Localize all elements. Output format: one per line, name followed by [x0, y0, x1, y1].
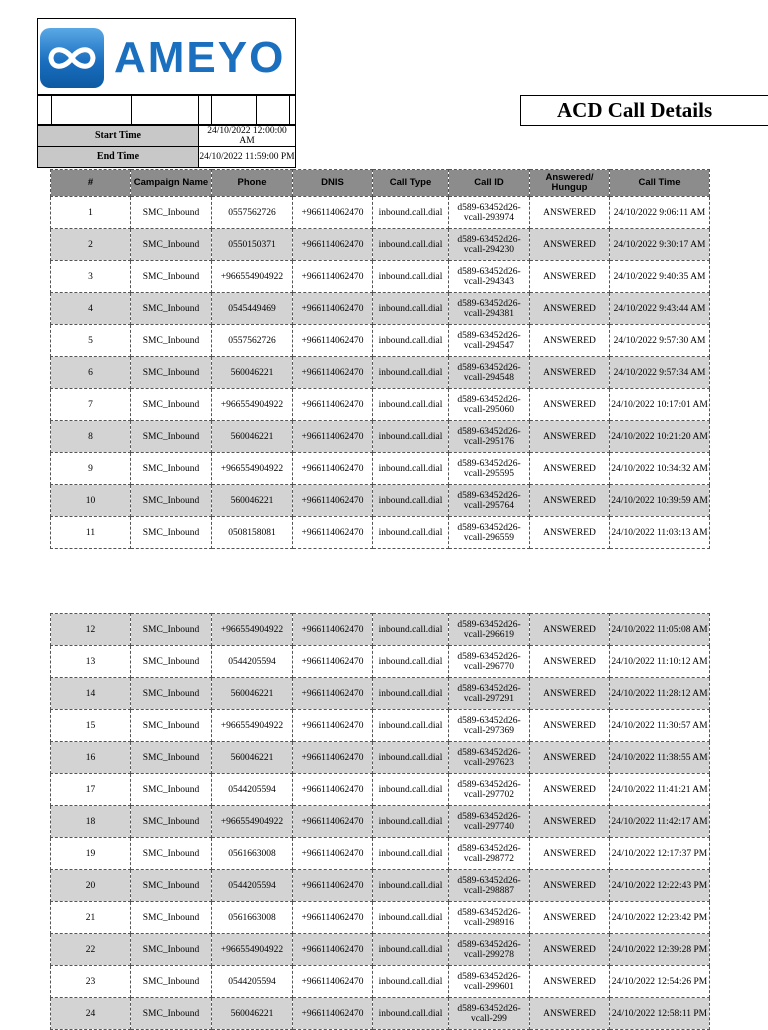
column-header: DNIS: [293, 170, 373, 197]
table-cell: d589-63452d26-vcall-298916: [449, 902, 530, 934]
table-cell: d589-63452d26-vcall-295176: [449, 421, 530, 453]
table-cell: SMC_Inbound: [131, 325, 212, 357]
table-cell: 24/10/2022 12:17:37 PM: [610, 838, 710, 870]
table-cell: inbound.call.dial: [373, 710, 449, 742]
table-cell: ANSWERED: [530, 678, 610, 710]
table-cell: d589-63452d26-vcall-296770: [449, 646, 530, 678]
table-cell: SMC_Inbound: [131, 870, 212, 902]
table-cell: +966114062470: [293, 710, 373, 742]
table-cell: ANSWERED: [530, 485, 610, 517]
table-cell: d589-63452d26-vcall-299278: [449, 934, 530, 966]
table-row: [51, 678, 710, 710]
table-cell: +966554904922: [212, 614, 293, 646]
table-cell: +966114062470: [293, 453, 373, 485]
table-cell: 24/10/2022 11:28:12 AM: [610, 678, 710, 710]
table-cell: 24/10/2022 11:05:08 AM: [610, 614, 710, 646]
table-cell: 560046221: [212, 998, 293, 1030]
table-cell: 24/10/2022 10:39:59 AM: [610, 485, 710, 517]
table-cell: +966114062470: [293, 325, 373, 357]
table-cell: ANSWERED: [530, 325, 610, 357]
table-row: [51, 838, 710, 870]
time-range-table: [37, 125, 296, 168]
table-cell: +966114062470: [293, 966, 373, 998]
column-header: #: [51, 170, 131, 197]
table-cell: +966114062470: [293, 485, 373, 517]
table-cell: d589-63452d26-vcall-294381: [449, 293, 530, 325]
table-cell: d589-63452d26-vcall-294547: [449, 325, 530, 357]
table-cell: 0545449469: [212, 293, 293, 325]
table-cell: 560046221: [212, 357, 293, 389]
table-cell: +966114062470: [293, 197, 373, 229]
table-cell: ANSWERED: [530, 229, 610, 261]
table-row: [51, 517, 710, 549]
table-cell: 0557562726: [212, 197, 293, 229]
table-cell: inbound.call.dial: [373, 485, 449, 517]
table-cell: 23: [51, 966, 131, 998]
table-row: [51, 421, 710, 453]
table-cell: inbound.call.dial: [373, 389, 449, 421]
table-cell: ANSWERED: [530, 966, 610, 998]
table-cell: d589-63452d26-vcall-296619: [449, 614, 530, 646]
table-cell: ANSWERED: [530, 293, 610, 325]
table-cell: 20: [51, 870, 131, 902]
table-cell: inbound.call.dial: [373, 806, 449, 838]
table-cell: +966114062470: [293, 357, 373, 389]
table-cell: 2: [51, 229, 131, 261]
table-cell: +966114062470: [293, 774, 373, 806]
table-cell: 24/10/2022 11:38:55 AM: [610, 742, 710, 774]
table-cell: +966554904922: [212, 453, 293, 485]
table-cell: 0508158081: [212, 517, 293, 549]
table-cell: 22: [51, 934, 131, 966]
table-cell: SMC_Inbound: [131, 838, 212, 870]
table-cell: 11: [51, 517, 131, 549]
table-cell: 24/10/2022 10:34:32 AM: [610, 453, 710, 485]
table-cell: +966114062470: [293, 517, 373, 549]
table-cell: +966114062470: [293, 646, 373, 678]
table-row: [51, 870, 710, 902]
table-cell: 24/10/2022 12:23:42 PM: [610, 902, 710, 934]
report-title: ACD Call Details: [520, 95, 768, 126]
table-cell: ANSWERED: [530, 453, 610, 485]
table-row: [51, 614, 710, 646]
table-cell: ANSWERED: [530, 774, 610, 806]
table-cell: 24/10/2022 11:10:12 AM: [610, 646, 710, 678]
table-cell: 560046221: [212, 742, 293, 774]
table-cell: ANSWERED: [530, 710, 610, 742]
table-cell: 7: [51, 389, 131, 421]
table-cell: +966554904922: [212, 710, 293, 742]
table-cell: d589-63452d26-vcall-294343: [449, 261, 530, 293]
table-row: [51, 774, 710, 806]
table-cell: inbound.call.dial: [373, 325, 449, 357]
table-cell: 1: [51, 197, 131, 229]
table-cell: ANSWERED: [530, 197, 610, 229]
table-cell: 5: [51, 325, 131, 357]
table-cell: d589-63452d26-vcall-299: [449, 998, 530, 1030]
table-cell: 560046221: [212, 421, 293, 453]
end-time-label: End Time: [38, 147, 199, 168]
table-cell: SMC_Inbound: [131, 998, 212, 1030]
table-cell: SMC_Inbound: [131, 902, 212, 934]
table-cell: 0544205594: [212, 646, 293, 678]
table-cell: d589-63452d26-vcall-295060: [449, 389, 530, 421]
table-cell: 18: [51, 806, 131, 838]
table-cell: inbound.call.dial: [373, 453, 449, 485]
table-cell: 8: [51, 421, 131, 453]
table-cell: inbound.call.dial: [373, 293, 449, 325]
table-cell: 14: [51, 678, 131, 710]
table-cell: d589-63452d26-vcall-299601: [449, 966, 530, 998]
table-cell: inbound.call.dial: [373, 261, 449, 293]
table-cell: ANSWERED: [530, 421, 610, 453]
table-cell: 0561663008: [212, 838, 293, 870]
table-cell: d589-63452d26-vcall-298772: [449, 838, 530, 870]
table-cell: 24/10/2022 11:42:17 AM: [610, 806, 710, 838]
table-row: [51, 485, 710, 517]
table-cell: 15: [51, 710, 131, 742]
table-cell: inbound.call.dial: [373, 998, 449, 1030]
table-row: [51, 261, 710, 293]
table-cell: d589-63452d26-vcall-294548: [449, 357, 530, 389]
table-cell: +966114062470: [293, 261, 373, 293]
table-cell: 24/10/2022 11:03:13 AM: [610, 517, 710, 549]
table-cell: inbound.call.dial: [373, 646, 449, 678]
table-body: [51, 197, 710, 549]
table-cell: 6: [51, 357, 131, 389]
table-cell: +966554904922: [212, 261, 293, 293]
table-cell: ANSWERED: [530, 357, 610, 389]
table-cell: inbound.call.dial: [373, 774, 449, 806]
table-cell: inbound.call.dial: [373, 517, 449, 549]
table-cell: d589-63452d26-vcall-295595: [449, 453, 530, 485]
table-cell: d589-63452d26-vcall-295764: [449, 485, 530, 517]
table-cell: ANSWERED: [530, 261, 610, 293]
table-cell: ANSWERED: [530, 389, 610, 421]
column-header: Call Type: [373, 170, 449, 197]
table-cell: 10: [51, 485, 131, 517]
table-cell: 0557562726: [212, 325, 293, 357]
call-details-table-continued: [50, 613, 710, 1030]
column-header: Phone: [212, 170, 293, 197]
table-cell: +966114062470: [293, 998, 373, 1030]
table-cell: ANSWERED: [530, 806, 610, 838]
table-cell: 24/10/2022 12:39:28 PM: [610, 934, 710, 966]
table-cell: SMC_Inbound: [131, 485, 212, 517]
table-cell: 24/10/2022 11:30:57 AM: [610, 710, 710, 742]
table-cell: d589-63452d26-vcall-297740: [449, 806, 530, 838]
table-cell: inbound.call.dial: [373, 742, 449, 774]
table-cell: 0544205594: [212, 774, 293, 806]
table-cell: SMC_Inbound: [131, 710, 212, 742]
table-cell: inbound.call.dial: [373, 934, 449, 966]
end-time-value: 24/10/2022 11:59:00 PM: [199, 147, 296, 168]
table-cell: 24/10/2022 9:06:11 AM: [610, 197, 710, 229]
table-row: [51, 357, 710, 389]
table-cell: d589-63452d26-vcall-297702: [449, 774, 530, 806]
table-cell: 24/10/2022 12:54:26 PM: [610, 966, 710, 998]
table-row: [51, 293, 710, 325]
table-cell: 24/10/2022 12:22:43 PM: [610, 870, 710, 902]
table-cell: SMC_Inbound: [131, 614, 212, 646]
table-cell: 24/10/2022 12:58:11 PM: [610, 998, 710, 1030]
table-cell: 19: [51, 838, 131, 870]
table-cell: +966114062470: [293, 838, 373, 870]
start-time-label: Start Time: [38, 126, 199, 147]
table-cell: inbound.call.dial: [373, 421, 449, 453]
table-cell: SMC_Inbound: [131, 646, 212, 678]
table-body: [51, 614, 710, 1030]
table-cell: SMC_Inbound: [131, 421, 212, 453]
table-cell: 24/10/2022 9:43:44 AM: [610, 293, 710, 325]
table-cell: inbound.call.dial: [373, 229, 449, 261]
table-cell: +966114062470: [293, 421, 373, 453]
table-cell: 24/10/2022 9:40:35 AM: [610, 261, 710, 293]
table-cell: SMC_Inbound: [131, 293, 212, 325]
table-cell: inbound.call.dial: [373, 614, 449, 646]
table-cell: SMC_Inbound: [131, 742, 212, 774]
start-time-value: 24/10/2022 12:00:00 AM: [199, 126, 296, 147]
table-cell: ANSWERED: [530, 742, 610, 774]
table-cell: 24/10/2022 10:21:20 AM: [610, 421, 710, 453]
table-cell: 560046221: [212, 485, 293, 517]
table-row: [51, 742, 710, 774]
table-cell: ANSWERED: [530, 934, 610, 966]
table-cell: 24: [51, 998, 131, 1030]
blank-header-cells: [37, 95, 296, 125]
table-cell: SMC_Inbound: [131, 229, 212, 261]
table-cell: +966114062470: [293, 742, 373, 774]
table-cell: +966114062470: [293, 806, 373, 838]
table-cell: 17: [51, 774, 131, 806]
table-cell: +966554904922: [212, 389, 293, 421]
table-cell: 9: [51, 453, 131, 485]
logo: [37, 18, 296, 95]
table-cell: inbound.call.dial: [373, 678, 449, 710]
table-cell: inbound.call.dial: [373, 838, 449, 870]
table-row: [51, 806, 710, 838]
table-cell: 24/10/2022 11:41:21 AM: [610, 774, 710, 806]
table-cell: +966114062470: [293, 678, 373, 710]
table-cell: ANSWERED: [530, 517, 610, 549]
table-row: [51, 229, 710, 261]
table-cell: +966114062470: [293, 614, 373, 646]
table-cell: inbound.call.dial: [373, 966, 449, 998]
table-row: [51, 453, 710, 485]
table-cell: inbound.call.dial: [373, 902, 449, 934]
table-cell: SMC_Inbound: [131, 774, 212, 806]
table-row: [51, 325, 710, 357]
logo-text: AMEYO: [114, 33, 286, 82]
column-header: Campaign Name: [131, 170, 212, 197]
table-cell: 4: [51, 293, 131, 325]
table-row: [51, 710, 710, 742]
table-cell: ANSWERED: [530, 838, 610, 870]
call-details-table: [50, 169, 710, 549]
table-row: [51, 966, 710, 998]
table-cell: d589-63452d26-vcall-297369: [449, 710, 530, 742]
table-cell: d589-63452d26-vcall-296559: [449, 517, 530, 549]
table-row: [51, 934, 710, 966]
table-cell: d589-63452d26-vcall-294230: [449, 229, 530, 261]
column-header: Call ID: [449, 170, 530, 197]
table-cell: +966554904922: [212, 806, 293, 838]
table-cell: 24/10/2022 9:57:34 AM: [610, 357, 710, 389]
table-cell: 24/10/2022 10:17:01 AM: [610, 389, 710, 421]
table-cell: 13: [51, 646, 131, 678]
column-header: Answered/ Hungup: [530, 170, 610, 197]
table-cell: 24/10/2022 9:57:30 AM: [610, 325, 710, 357]
table-header: [51, 170, 710, 197]
table-row: [51, 389, 710, 421]
table-cell: ANSWERED: [530, 998, 610, 1030]
table-cell: 24/10/2022 9:30:17 AM: [610, 229, 710, 261]
table-row: [51, 646, 710, 678]
table-cell: +966114062470: [293, 389, 373, 421]
table-cell: 12: [51, 614, 131, 646]
table-cell: 0544205594: [212, 870, 293, 902]
table-cell: SMC_Inbound: [131, 453, 212, 485]
table-cell: inbound.call.dial: [373, 870, 449, 902]
table-cell: +966114062470: [293, 934, 373, 966]
table-cell: d589-63452d26-vcall-293974: [449, 197, 530, 229]
table-cell: d589-63452d26-vcall-298887: [449, 870, 530, 902]
table-cell: 0550150371: [212, 229, 293, 261]
table-cell: SMC_Inbound: [131, 389, 212, 421]
table-row: [51, 902, 710, 934]
table-cell: SMC_Inbound: [131, 966, 212, 998]
table-cell: SMC_Inbound: [131, 517, 212, 549]
table-cell: 16: [51, 742, 131, 774]
table-cell: ANSWERED: [530, 902, 610, 934]
table-cell: SMC_Inbound: [131, 197, 212, 229]
table-cell: +966554904922: [212, 934, 293, 966]
table-cell: ANSWERED: [530, 870, 610, 902]
table-cell: SMC_Inbound: [131, 357, 212, 389]
table-cell: 0544205594: [212, 966, 293, 998]
table-cell: SMC_Inbound: [131, 806, 212, 838]
table-cell: 3: [51, 261, 131, 293]
table-row: [51, 998, 710, 1030]
table-cell: ANSWERED: [530, 646, 610, 678]
table-cell: 0561663008: [212, 902, 293, 934]
table-cell: d589-63452d26-vcall-297623: [449, 742, 530, 774]
table-cell: ANSWERED: [530, 614, 610, 646]
table-cell: SMC_Inbound: [131, 261, 212, 293]
table-cell: inbound.call.dial: [373, 357, 449, 389]
column-header: Call Time: [610, 170, 710, 197]
table-cell: +966114062470: [293, 293, 373, 325]
infinity-icon: [40, 28, 104, 88]
table-cell: SMC_Inbound: [131, 934, 212, 966]
table-row: [51, 197, 710, 229]
table-cell: 560046221: [212, 678, 293, 710]
table-cell: d589-63452d26-vcall-297291: [449, 678, 530, 710]
table-cell: inbound.call.dial: [373, 197, 449, 229]
table-cell: +966114062470: [293, 870, 373, 902]
table-cell: +966114062470: [293, 902, 373, 934]
table-cell: 21: [51, 902, 131, 934]
table-cell: SMC_Inbound: [131, 678, 212, 710]
table-cell: +966114062470: [293, 229, 373, 261]
